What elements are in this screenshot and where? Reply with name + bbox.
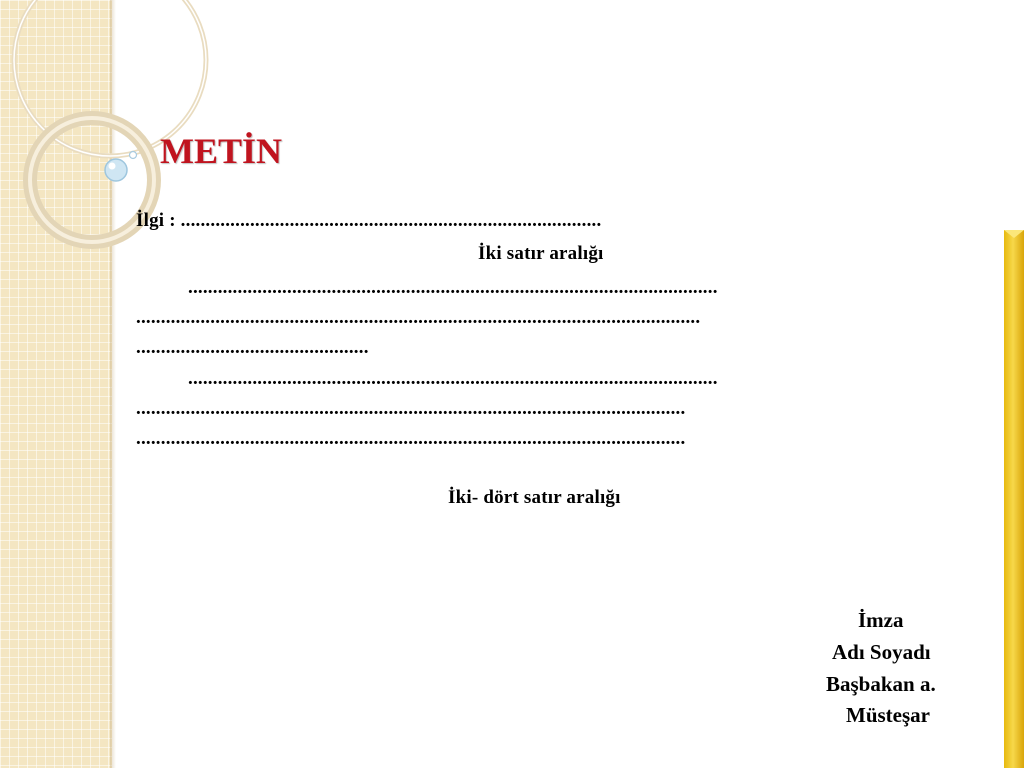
- signer-title: Müsteşar: [846, 703, 930, 727]
- spacing-note-two-lines: İki satır aralığı: [478, 243, 604, 264]
- page-title: METİN: [160, 131, 283, 171]
- paragraph-2-line-3: ...............................................................................................................: [136, 428, 686, 449]
- paragraph-1-line-1: ...........................................................................................................: [188, 277, 718, 298]
- paragraph-2-line-1: ...........................................................................................................: [188, 368, 718, 389]
- decorative-side-bar: [1004, 230, 1024, 768]
- signature-label: İmza: [858, 608, 904, 632]
- signer-name: Adı Soyadı: [832, 640, 931, 664]
- signer-office: Başbakan a.: [826, 672, 936, 696]
- side-bar-cap: [1004, 230, 1024, 238]
- paragraph-1-line-2: ..................................................................................................................: [136, 307, 701, 328]
- ilgi-line: İlgi : .....................................................................................: [136, 210, 602, 231]
- paragraph-2-line-2: ...............................................................................................................: [136, 398, 686, 419]
- small-bubble-icon: [130, 152, 137, 159]
- bubble-icon: [105, 159, 127, 181]
- spacing-note-two-four-lines: İki- dört satır aralığı: [448, 487, 621, 508]
- paragraph-1-line-3: ...............................................: [136, 337, 369, 358]
